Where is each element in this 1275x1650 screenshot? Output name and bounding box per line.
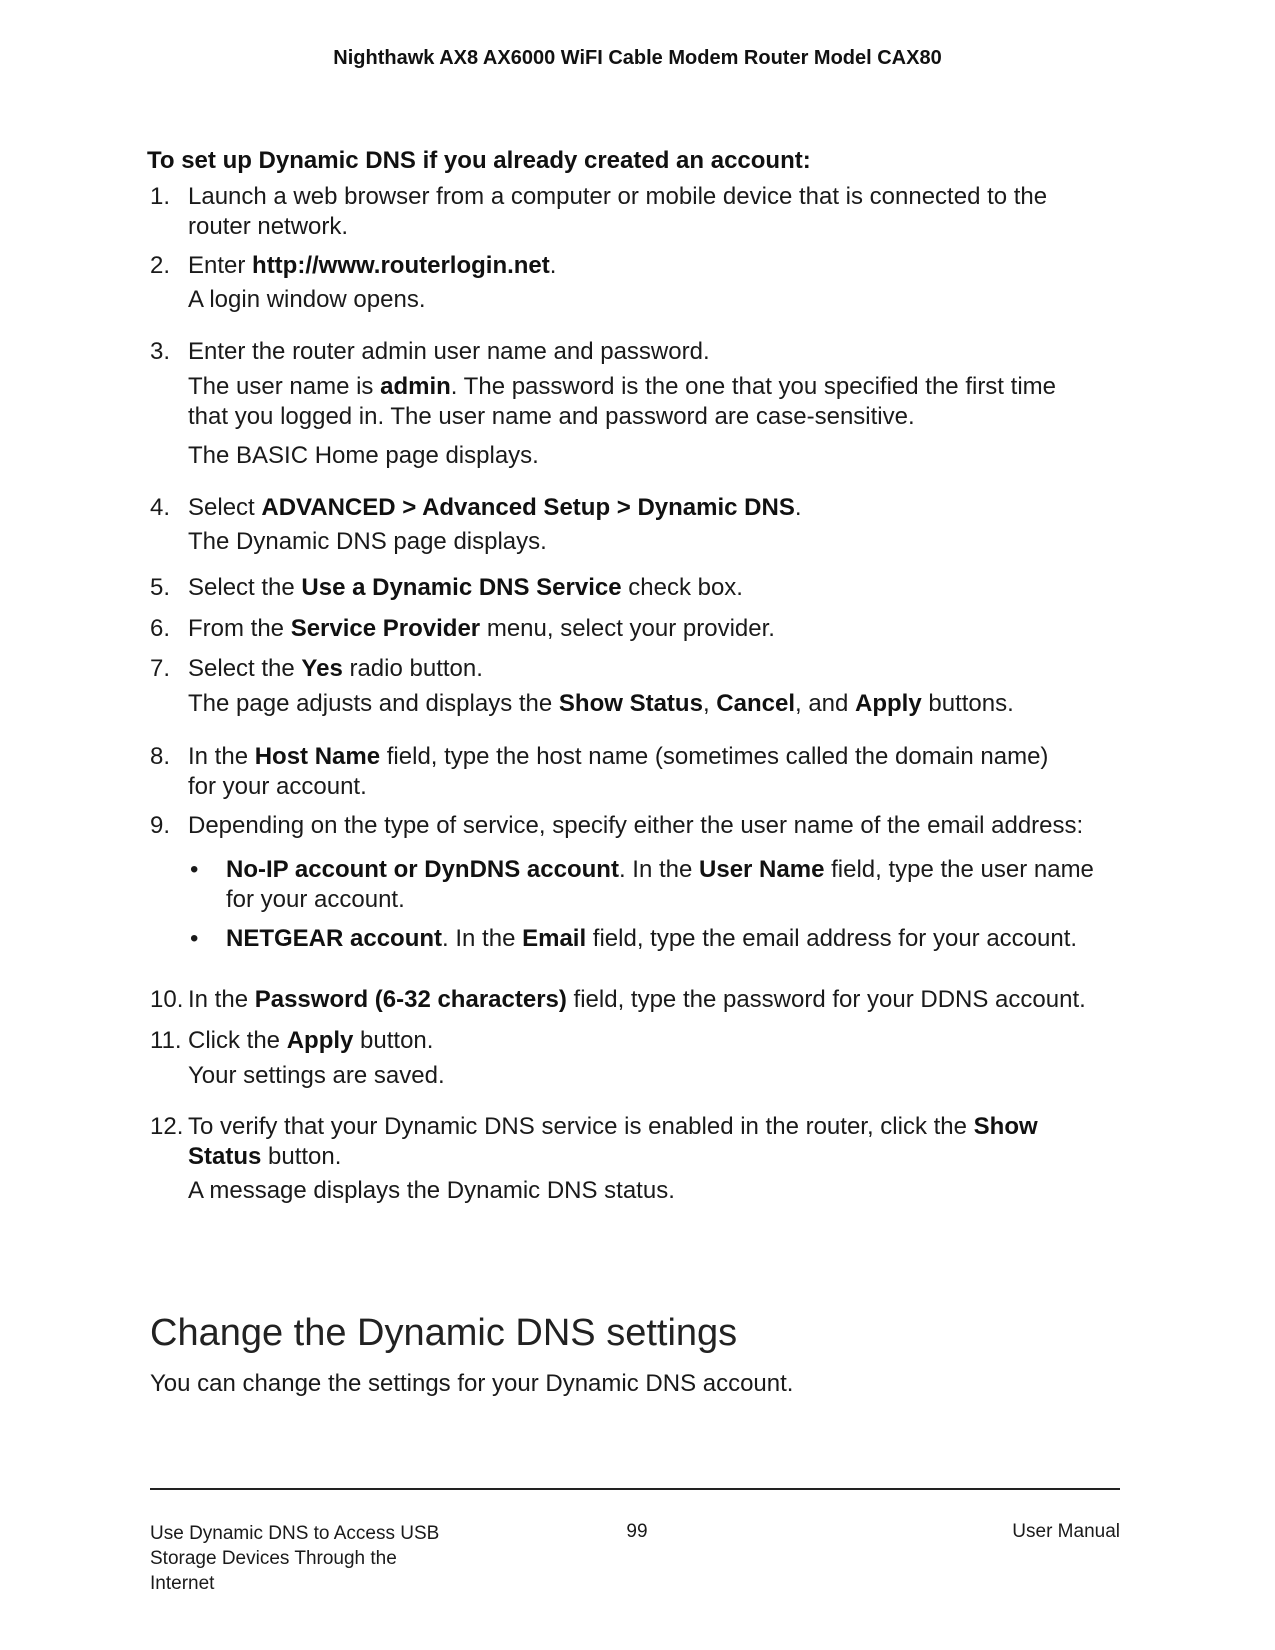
step-text: check box.	[621, 574, 743, 601]
note-text: The page adjusts and displays the	[188, 690, 559, 717]
ui-label: Cancel	[716, 690, 795, 717]
step-number: 1.	[150, 183, 171, 210]
step-text: From the	[188, 615, 291, 642]
ui-label: Apply	[286, 1027, 354, 1054]
bullet-text-cont: for your account.	[226, 886, 405, 913]
ui-label: User Name	[699, 856, 825, 883]
footer-chapter-line: Internet	[150, 1573, 215, 1594]
step-3-note	[188, 372, 1148, 432]
bullet-text: . In the	[442, 925, 523, 952]
url-text: http://www.routerlogin.net	[252, 252, 550, 279]
note-text-cont: that you logged in. The user name and password are case-sensitive.	[188, 403, 915, 430]
step-text: radio button.	[342, 655, 483, 682]
step-4-note: The Dynamic DNS page displays.	[188, 528, 547, 555]
step-text: menu, select your provider.	[480, 615, 775, 642]
step-text: Depending on the type of service, specify either the user name of the email address:	[188, 812, 1084, 839]
step-number: 10.	[150, 986, 184, 1013]
bullet-text: field, type the user name	[824, 856, 1094, 883]
footer-chapter-line: Storage Devices Through the	[150, 1548, 397, 1569]
step-number: 7.	[150, 655, 171, 682]
step-text: Click the	[188, 1027, 287, 1054]
punct: .	[549, 252, 557, 279]
step-text: In the	[188, 743, 255, 770]
running-header: Nighthawk AX8 AX6000 WiFI Cable Modem Router Model CAX80	[333, 47, 942, 69]
bullet-icon: •	[190, 925, 199, 952]
note-text: buttons.	[921, 690, 1014, 717]
ui-label: Service Provider	[290, 615, 481, 642]
ui-label: Apply	[855, 690, 922, 717]
step-number: 6.	[150, 615, 171, 642]
ui-label: Show	[973, 1113, 1038, 1140]
punct: .	[794, 494, 802, 521]
footer-chapter	[150, 1521, 480, 1596]
note-text: . The password is the one that you specified the first time	[450, 373, 1056, 400]
step-text: Select the	[188, 574, 302, 601]
section-heading: Change the Dynamic DNS settings	[150, 1312, 738, 1354]
step-text: button.	[353, 1027, 434, 1054]
step-number: 5.	[150, 574, 171, 601]
menu-path: ADVANCED > Advanced Setup > Dynamic DNS	[261, 494, 795, 521]
step-number: 12.	[150, 1113, 184, 1140]
ui-label: Email	[522, 925, 587, 952]
step-text-cont: router network.	[188, 213, 349, 240]
step-12-note: A message displays the Dynamic DNS status.	[188, 1177, 675, 1204]
step-text: Enter	[188, 252, 253, 279]
procedure-title: To set up Dynamic DNS if you already created an account:	[147, 147, 811, 174]
step-text: field, type the password for your DDNS account.	[566, 986, 1086, 1013]
step-text: Select the	[188, 655, 302, 682]
bullet-text: . In the	[618, 856, 700, 883]
step-11-note: Your settings are saved.	[188, 1062, 445, 1089]
step-text: button.	[261, 1143, 342, 1170]
step-number: 4.	[150, 494, 171, 521]
ui-label: Password (6-32 characters)	[254, 986, 567, 1013]
ui-label: Show Status	[558, 690, 703, 717]
step-7-note	[188, 689, 1148, 719]
bullet-text: field, type the email address for your account.	[586, 925, 1078, 952]
step-text-cont: for your account.	[188, 773, 367, 800]
step-text: Launch a web browser from a computer or mobile device that is connected to the	[188, 183, 1048, 210]
step-text: Select	[188, 494, 262, 521]
bullet-bold: NETGEAR account	[226, 925, 443, 952]
step-text: In the	[188, 986, 255, 1013]
step-text: Enter the router admin user name and password.	[188, 338, 710, 365]
step-number: 11.	[150, 1027, 182, 1054]
section-paragraph: You can change the settings for your Dynamic DNS account.	[150, 1370, 794, 1397]
ui-label: Status	[188, 1143, 262, 1170]
punct: ,	[702, 690, 717, 717]
step-number: 8.	[150, 743, 171, 770]
footer-doc-type: User Manual	[1012, 1521, 1120, 1542]
step-text: To verify that your Dynamic DNS service is enabled in the router, click the	[188, 1113, 974, 1140]
step-number: 9.	[150, 812, 171, 839]
ui-label: Use a Dynamic DNS Service	[301, 574, 622, 601]
step-3-note-2: The BASIC Home page displays.	[188, 442, 539, 469]
punct: , and	[794, 690, 856, 717]
ui-label: Yes	[301, 655, 343, 682]
note-text: The user name is	[188, 373, 381, 400]
step-number: 2.	[150, 252, 171, 279]
ui-label: Host Name	[254, 743, 381, 770]
step-number: 3.	[150, 338, 171, 365]
step-2-note: A login window opens.	[188, 286, 426, 313]
page-number: 99	[626, 1521, 648, 1542]
footer-chapter-line: Use Dynamic DNS to Access USB	[150, 1523, 440, 1544]
bullet-icon: •	[190, 856, 199, 883]
footer-divider	[150, 1488, 1120, 1490]
note-bold: admin	[380, 373, 451, 400]
bullet-bold: No-IP account or DynDNS account	[226, 856, 619, 883]
step-text: field, type the host name (sometimes called the domain name)	[380, 743, 1049, 770]
